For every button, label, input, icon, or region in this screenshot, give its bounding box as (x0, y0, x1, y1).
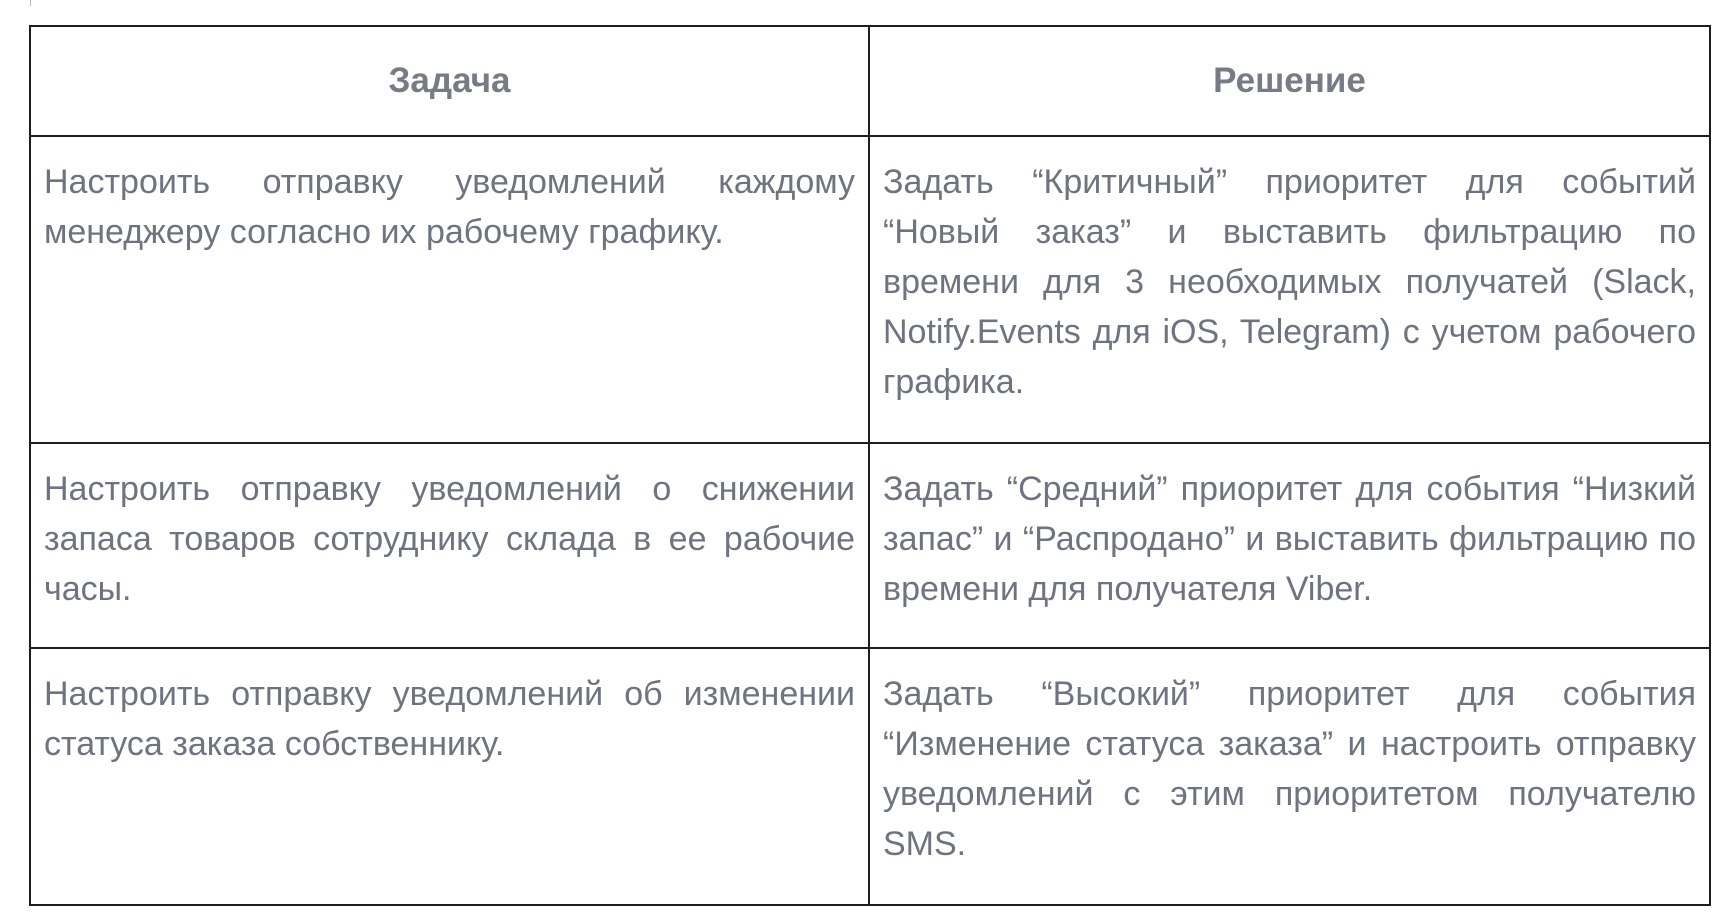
task-solution-table (29, 25, 1711, 906)
header-solution: Решение (869, 26, 1710, 136)
table-header (30, 26, 1710, 136)
solution-cell: Задать “Средний” приоритет для события “Низкий запас” и “Распродано” и выставить фильтрацию по времени для получателя Viber. (869, 443, 1710, 648)
table-row (30, 136, 1710, 443)
solution-cell: Задать “Высокий” приоритет для события “Изменение статуса заказа” и настроить отправку уведомлений с этим приоритетом получателю SMS. (869, 648, 1710, 905)
task-cell: Настроить отправку уведомлений о снижении запаса товаров сотруднику склада в ее рабочие часы. (30, 443, 869, 648)
task-cell: Настроить отправку уведомлений каждому менеджеру согласно их рабочему графику. (30, 136, 869, 443)
page-edge-tick (30, 0, 31, 6)
task-cell: Настроить отправку уведомлений об изменении статуса заказа собственнику. (30, 648, 869, 905)
table-row (30, 443, 1710, 648)
solution-cell: Задать “Критичный” приоритет для событий “Новый заказ” и выставить фильтрацию по времени для 3 необходимых получатей (Slack, Notify.Events для iOS, Telegram) с учетом рабочего графика. (869, 136, 1710, 443)
table-body (30, 136, 1710, 905)
table-row (30, 648, 1710, 905)
header-task: Задача (30, 26, 869, 136)
header-row (30, 26, 1710, 136)
